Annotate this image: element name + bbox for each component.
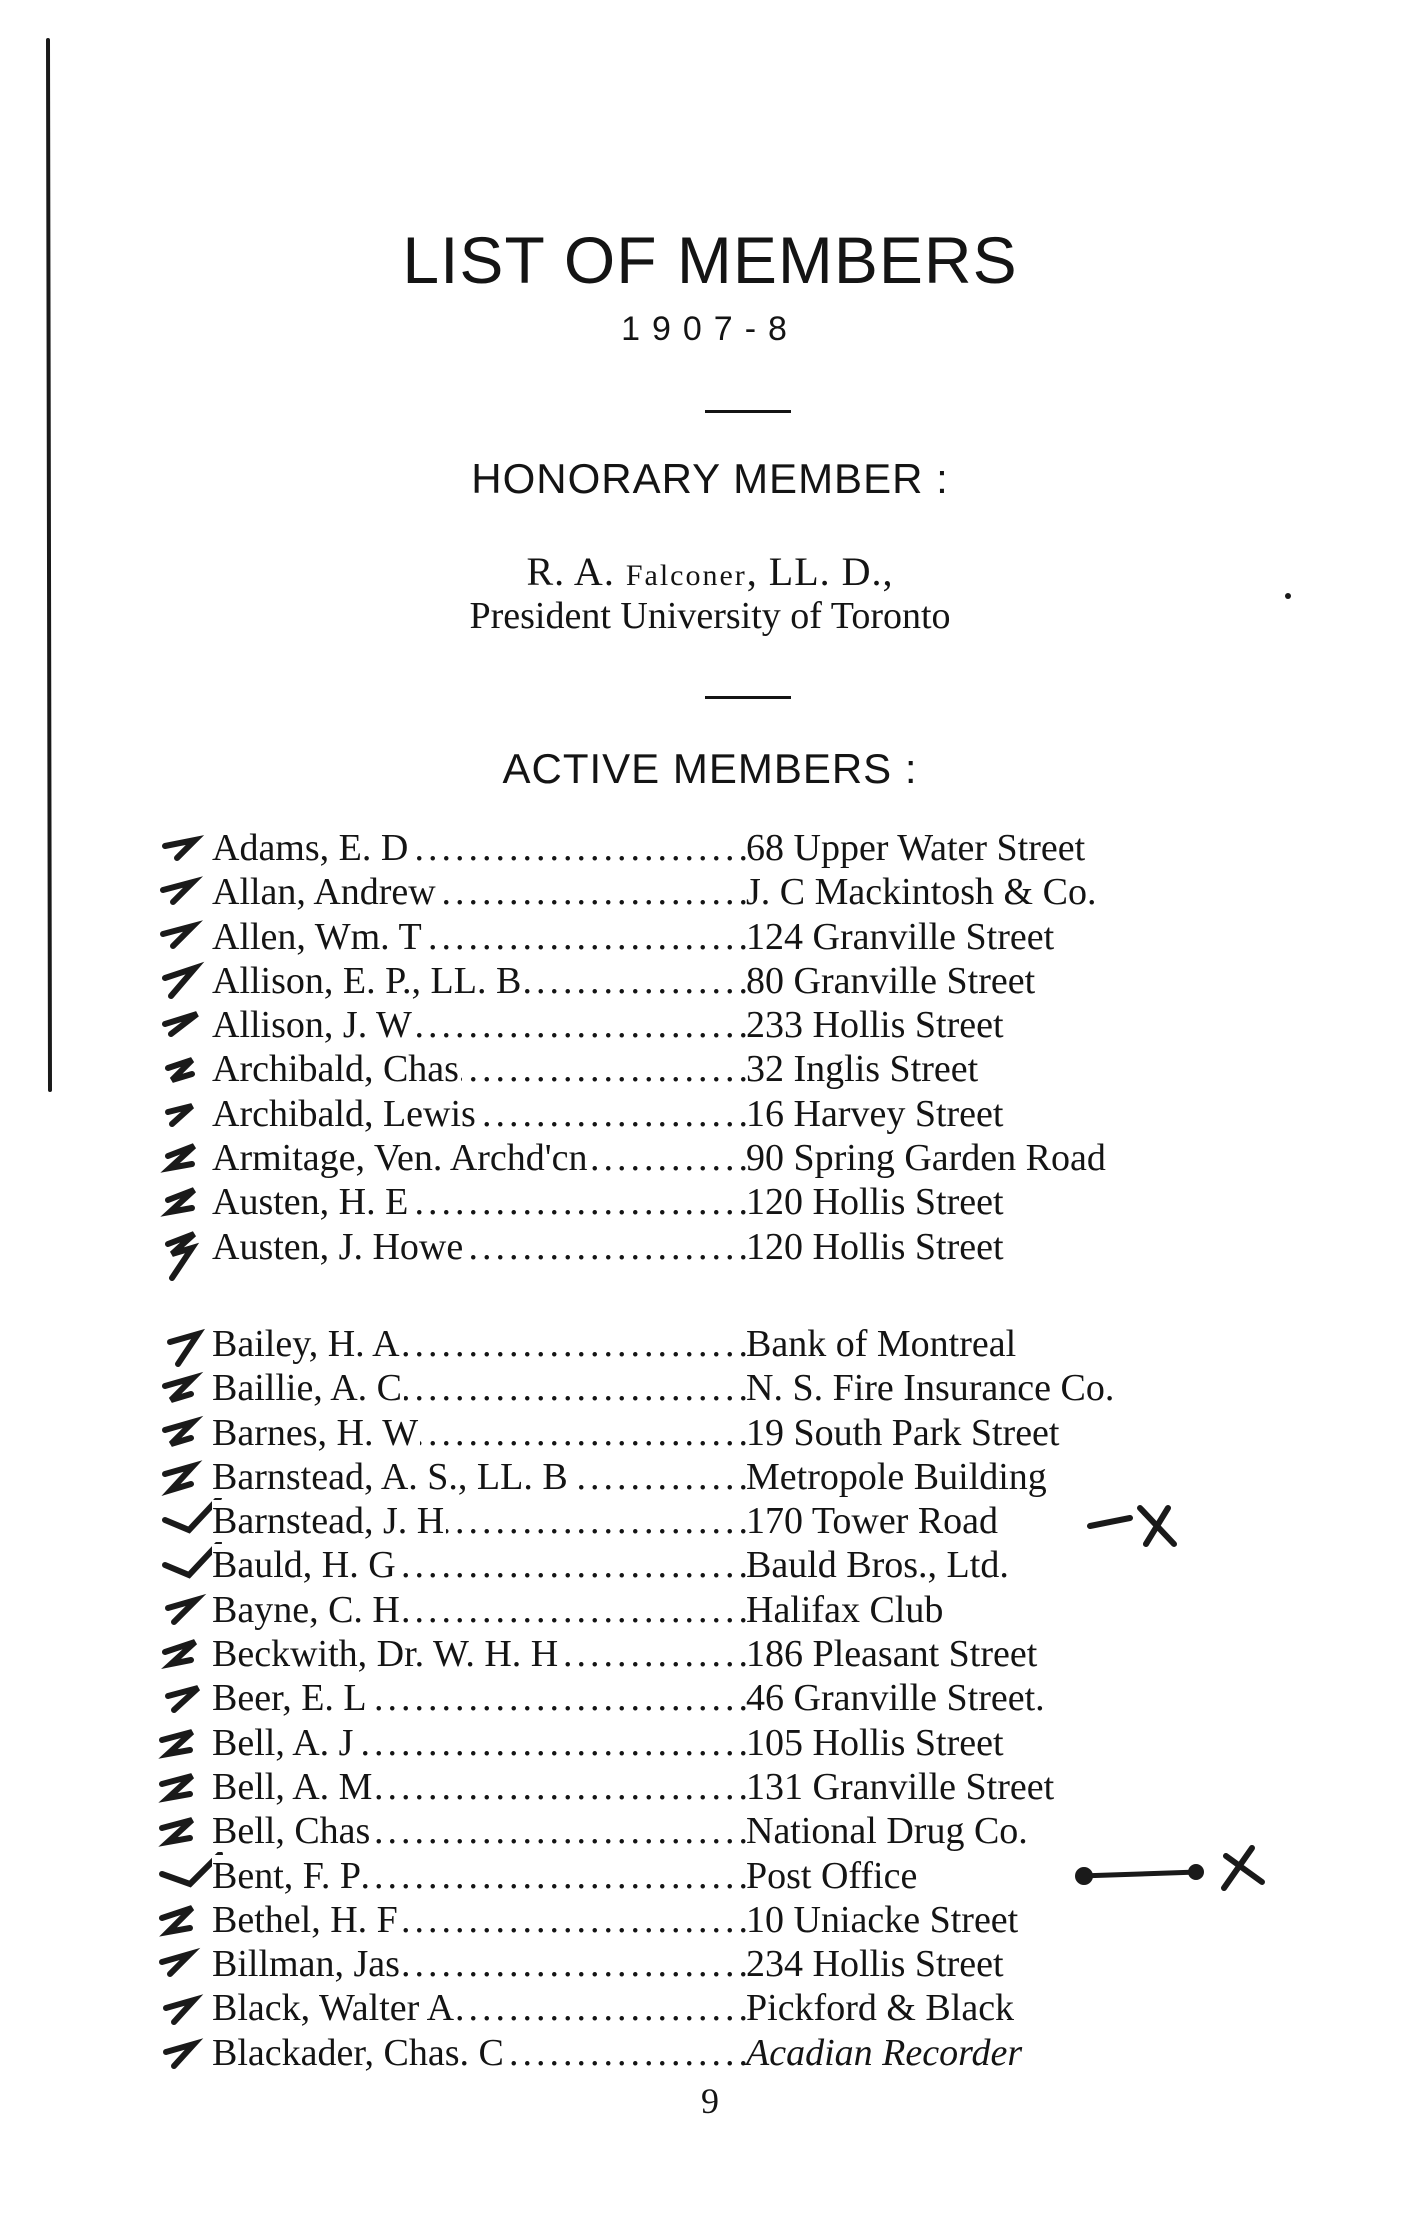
check-mark <box>168 1234 194 1278</box>
member-name-text: Black, Walter A <box>212 1987 455 2030</box>
member-address: N. S. Fire Insurance Co. <box>746 1367 1115 1410</box>
member-name-text: Baillie, A. C <box>212 1367 402 1410</box>
member-name <box>212 915 746 959</box>
check-mark <box>163 882 193 902</box>
member-name-text: Allan, Andrew <box>212 871 436 914</box>
member-row <box>212 1898 1262 1942</box>
member-name <box>212 1543 746 1587</box>
member-name <box>212 1003 746 1047</box>
member-name-text: Bell, A. J <box>212 1721 354 1764</box>
member-group-a <box>212 826 1262 1269</box>
member-row <box>212 1809 1262 1853</box>
member-name-text: Barnstead, J. H <box>212 1500 445 1543</box>
check-mark <box>168 1060 192 1080</box>
member-name-text: Billman, Jas <box>212 1943 400 1986</box>
member-name <box>212 1047 746 1091</box>
check-mark <box>168 1106 192 1124</box>
check-mark <box>168 1146 194 1168</box>
member-address: 233 Hollis Street <box>746 1004 1004 1047</box>
member-name-text: Archibald, Chas <box>212 1048 459 1091</box>
member-address: National Drug Co. <box>746 1810 1028 1853</box>
divider-rule <box>705 696 791 699</box>
member-name-text: Bell, A. M <box>212 1765 373 1808</box>
member-name <box>212 959 746 1003</box>
member-name <box>212 1322 746 1366</box>
member-group-b <box>212 1322 1262 2075</box>
check-mark <box>165 1642 195 1664</box>
member-row <box>212 1180 1262 1224</box>
member-name <box>212 1809 746 1853</box>
check-mark <box>162 1732 192 1754</box>
check-mark <box>170 1334 198 1364</box>
member-address: 131 Granville Street <box>746 1765 1055 1808</box>
member-row <box>212 2031 1262 2075</box>
check-mark <box>168 1190 194 1212</box>
check-mark <box>162 1954 190 1974</box>
member-name-text: Bethel, H. F <box>212 1898 398 1941</box>
member-row <box>212 1721 1262 1765</box>
group-spacer <box>212 1269 1262 1322</box>
member-name-text: Austen, J. Howe <box>212 1225 464 1268</box>
member-row <box>212 1588 1262 1632</box>
member-address: Acadian Recorder <box>746 2031 1023 2074</box>
member-row <box>212 1225 1262 1269</box>
member-row <box>212 1986 1262 2030</box>
member-row <box>212 1499 1262 1543</box>
check-mark <box>165 1378 193 1400</box>
member-row <box>212 1455 1262 1499</box>
member-name-text: Adams, E. D <box>212 827 409 869</box>
honorary-heading: HONORARY MEMBER : <box>471 455 949 502</box>
member-name-text: Allison, J. W <box>212 1004 412 1047</box>
member-name-text: Bauld, H. G <box>212 1544 396 1587</box>
member-row <box>212 1092 1262 1136</box>
member-name-text: Beer, E. L <box>212 1677 367 1720</box>
member-name <box>212 1632 746 1676</box>
honorary-member-name: R. A. Falconer, LL. D., <box>526 549 894 594</box>
check-mark <box>165 1014 197 1034</box>
member-row <box>212 1765 1262 1809</box>
member-address: 234 Hollis Street <box>746 1943 1004 1986</box>
check-mark <box>162 1908 192 1932</box>
member-name-text: Bell, Chas <box>212 1810 371 1853</box>
member-row <box>212 1322 1262 1366</box>
member-name-text: Archibald, Lewis <box>212 1092 476 1135</box>
check-mark <box>165 1466 193 1490</box>
member-address: Bauld Bros., Ltd. <box>746 1544 1009 1587</box>
check-mark <box>163 926 193 946</box>
member-address: 124 Granville Street <box>746 915 1055 958</box>
member-name <box>212 1676 746 1720</box>
member-name-text: Bent, F. P <box>212 1854 361 1897</box>
member-row <box>212 1136 1262 1180</box>
member-list <box>212 826 1262 2075</box>
member-name-text: Armitage, Ven. Archd'cn <box>212 1137 588 1180</box>
member-row <box>212 1366 1262 1410</box>
divider-rule <box>705 410 791 413</box>
member-name <box>212 1854 746 1898</box>
check-mark <box>162 1776 192 1798</box>
member-address: 105 Hollis Street <box>746 1721 1004 1764</box>
member-row <box>212 1676 1262 1720</box>
member-name-text: Barnes, H. W <box>212 1411 419 1454</box>
member-address: 68 Upper Water Street <box>746 827 1086 869</box>
member-address: 46 Granville Street. <box>746 1677 1045 1720</box>
member-name-text: Beckwith, Dr. W. H. H <box>212 1633 559 1676</box>
member-name <box>212 1986 746 2030</box>
page-number: 9 <box>701 2081 719 2121</box>
member-row <box>212 915 1262 959</box>
member-row <box>212 1632 1262 1676</box>
check-mark <box>165 1422 193 1444</box>
member-address: 80 Granville Street <box>746 959 1036 1002</box>
member-name-text: Barnstead, A. S., LL. B <box>212 1455 568 1498</box>
member-name <box>212 1898 746 1942</box>
member-name <box>212 1411 746 1455</box>
member-address: J. C Mackintosh & Co. <box>746 871 1097 914</box>
member-name <box>212 1180 746 1224</box>
member-address: 10 Uniacke Street <box>746 1898 1019 1941</box>
member-address: 170 Tower Road <box>746 1500 999 1543</box>
member-address: Metropole Building <box>746 1455 1047 1498</box>
member-name-text: Blackader, Chas. C <box>212 2031 504 2074</box>
member-name-text: Allison, E. P., LL. B <box>212 959 522 1002</box>
member-name <box>212 1455 746 1499</box>
honorary-member-title: President University of Toronto <box>469 595 951 637</box>
member-address: 32 Inglis Street <box>746 1048 979 1091</box>
check-mark <box>165 1543 219 1575</box>
member-name <box>212 1765 746 1809</box>
member-name-text: Allen, Wm. T <box>212 915 422 958</box>
member-name <box>212 1136 746 1180</box>
year-label: 1907-8 <box>621 310 799 348</box>
surname-small-caps: Falconer <box>625 559 747 592</box>
check-mark <box>168 1688 198 1710</box>
member-address: 120 Hollis Street <box>746 1181 1004 1224</box>
check-mark <box>166 2044 194 2066</box>
member-row <box>212 870 1262 914</box>
check-mark <box>166 2000 194 2022</box>
member-address: Bank of Montreal <box>746 1322 1017 1365</box>
member-name <box>212 1499 746 1543</box>
member-row <box>212 1543 1262 1587</box>
member-name-text: Bailey, H. A <box>212 1322 400 1365</box>
member-address: Pickford & Black <box>746 1987 1015 2030</box>
check-mark <box>168 1600 196 1622</box>
member-address: 90 Spring Garden Road <box>746 1137 1106 1180</box>
member-name <box>212 1588 746 1632</box>
member-row <box>212 1003 1262 1047</box>
member-row <box>212 826 1262 870</box>
member-name <box>212 1092 746 1136</box>
check-mark <box>165 840 195 858</box>
member-address: Halifax Club <box>746 1588 944 1631</box>
active-heading: ACTIVE MEMBERS : <box>502 745 918 792</box>
member-name-text: Austen, H. E <box>212 1181 409 1224</box>
member-address: 120 Hollis Street <box>746 1225 1004 1268</box>
member-name <box>212 826 746 870</box>
check-mark <box>162 1820 192 1842</box>
member-name <box>212 1225 746 1269</box>
member-name <box>212 2031 746 2075</box>
page-title: LIST OF MEMBERS <box>402 223 1018 297</box>
member-row <box>212 1047 1262 1091</box>
check-mark <box>165 968 195 996</box>
member-row <box>212 1411 1262 1455</box>
member-address: 16 Harvey Street <box>746 1092 1004 1135</box>
member-address: 186 Pleasant Street <box>746 1633 1038 1676</box>
member-row <box>212 959 1262 1003</box>
member-name <box>212 1942 746 1986</box>
member-name <box>212 870 746 914</box>
member-address: Post Office <box>746 1854 918 1897</box>
check-mark <box>165 1498 219 1530</box>
member-name-text: Bayne, C. H <box>212 1588 400 1631</box>
member-row <box>212 1854 1262 1898</box>
member-name <box>212 1721 746 1765</box>
member-address: 19 South Park Street <box>746 1411 1060 1454</box>
member-name <box>212 1366 746 1410</box>
member-row <box>212 1942 1262 1986</box>
